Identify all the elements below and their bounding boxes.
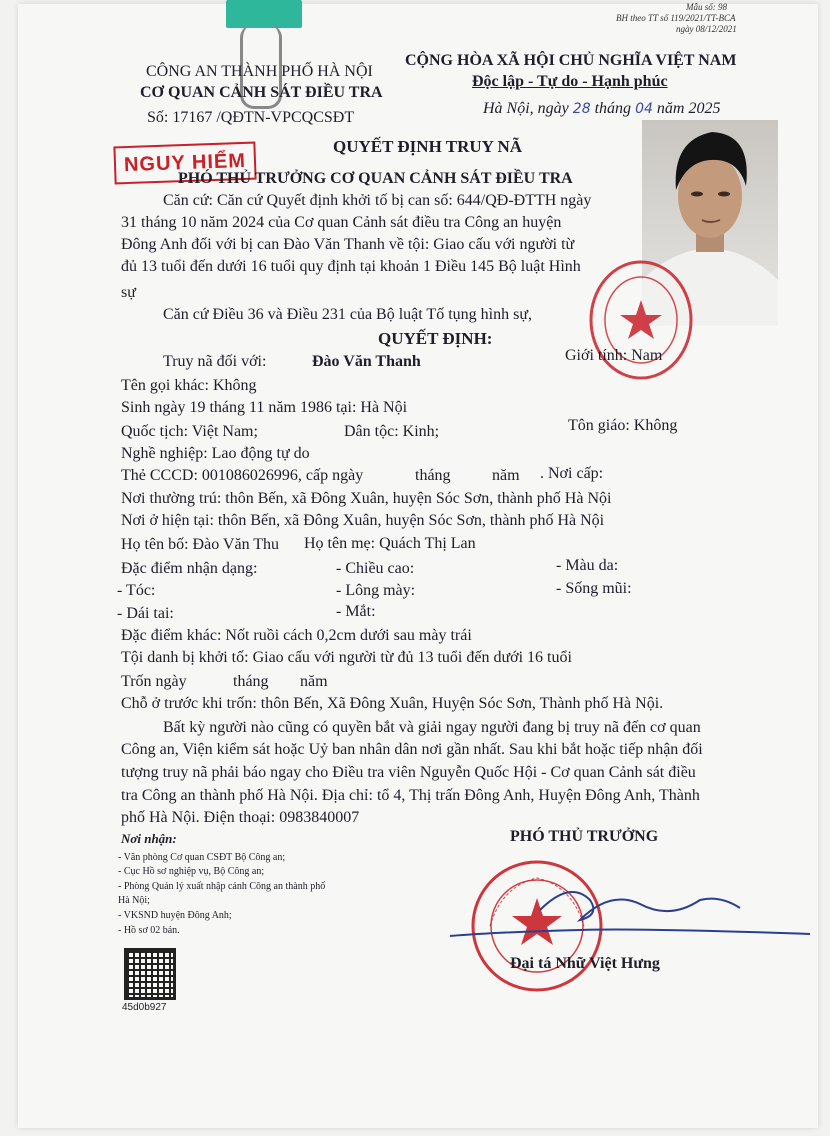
form-legal-basis: BH theo TT số 119/2021/TT-BCA [616, 13, 736, 23]
id-card-month: tháng [415, 467, 451, 484]
basis-line-6: Căn cứ Điều 36 và Điều 231 của Bộ luật Tố tụng hình sự, [163, 306, 532, 323]
father-name: Họ tên bố: Đào Văn Thu [121, 536, 280, 553]
agency-line1: CÔNG AN THÀNH PHỐ HÀ NỘI [146, 63, 373, 80]
basis-line-2: 31 tháng 10 năm 2024 của Cơ quan Cảnh sát điều tra Công an huyện [121, 214, 562, 231]
agency-line2: CƠ QUAN CẢNH SÁT ĐIỀU TRA [140, 84, 383, 101]
charge: Tội danh bị khởi tố: Giao cấu với người từ đủ 13 tuổi đến dưới 16 tuổi [121, 649, 572, 666]
national-motto: Độc lập - Tự do - Hạnh phúc [472, 73, 668, 90]
prior-residence: Chỗ ở trước khi trốn: thôn Bến, Xã Đông Xuân, Huyện Sóc Sơn, Thành phố Hà Nội. [121, 695, 664, 712]
nose: - Sống mũi: [556, 580, 632, 597]
signer-name: Đại tá Nhữ Việt Hưng [510, 955, 660, 972]
basis-line-5: sự [121, 284, 136, 301]
nationality: Quốc tịch: Việt Nam; [121, 423, 258, 440]
issuing-authority: PHÓ THỦ TRƯỞNG CƠ QUAN CẢNH SÁT ĐIỀU TRA [178, 170, 573, 187]
skin-color: - Màu da: [556, 557, 619, 574]
signature [440, 870, 820, 950]
occupation: Nghề nghiệp: Lao động tự do [121, 445, 310, 462]
qr-code [124, 948, 176, 1000]
escape-month: tháng [233, 673, 269, 690]
id-card-issuer: . Nơi cấp: [540, 465, 604, 482]
instruction-line-3: tượng truy nã phải báo ngay cho Điều tra viên Nguyễn Quốc Hội - Cơ quan Cảnh sát điều [121, 764, 696, 781]
permanent-address: Nơi thường trú: thôn Bến, xã Đông Xuân, huyện Sóc Sơn, thành phố Hà Nội [121, 490, 612, 507]
id-card: Thẻ CCCD: 001086026996, cấp ngày [121, 467, 364, 484]
escape-year: năm [300, 673, 328, 690]
wanted-label: Truy nã đối với: [163, 353, 267, 370]
issue-year: năm 2025 [656, 100, 721, 117]
basis-line-3: Đông Anh đối với bị can Đào Văn Thanh về tội: Giao cấu với người từ [121, 236, 575, 253]
basis-line-1: Căn cứ: Căn cứ Quyết định khởi tố bị can số: 644/QĐ-ĐTTH ngày [163, 192, 592, 209]
qr-code-id: 45d0b927 [122, 1002, 167, 1013]
escape-date: Trốn ngày [121, 673, 187, 690]
ethnicity: Dân tộc: Kinh; [344, 423, 440, 440]
signer-title: PHÓ THỦ TRƯỞNG [510, 828, 659, 845]
earlobes: - Dái tai: [117, 605, 174, 622]
features-heading: Đặc điểm nhận dạng: [121, 560, 258, 577]
form-number: Mẫu số: 98 [686, 2, 727, 12]
height: - Chiều cao: [336, 560, 415, 577]
recipient-item: Hà Nội; [118, 895, 150, 906]
form-date: ngày 08/12/2021 [676, 24, 737, 34]
recipients-heading: Nơi nhận: [121, 831, 177, 846]
eyebrows: - Lông mày: [336, 582, 416, 599]
issue-month-label: tháng [594, 100, 632, 117]
issue-month: 04 [635, 101, 653, 117]
current-address: Nơi ở hiện tại: thôn Bến, xã Đông Xuân, huyện Sóc Sơn, thành phố Hà Nội [121, 512, 605, 529]
other-features: Đặc điểm khác: Nốt ruồi cách 0,2cm dưới sau mày trái [121, 627, 472, 644]
document-title: QUYẾT ĐỊNH TRUY NÃ [333, 137, 523, 156]
alias: Tên gọi khác: Không [121, 377, 257, 394]
issue-day: 28 [572, 101, 591, 117]
instruction-line-5: phố Hà Nội. Điện thoại: 0983840007 [121, 809, 360, 826]
national-title: CỘNG HÒA XÃ HỘI CHỦ NGHĨA VIỆT NAM [405, 52, 737, 69]
birth-info: Sinh ngày 19 tháng 11 năm 1986 tại: Hà Nội [121, 399, 408, 416]
danger-stamp: NGUY HIỂM [113, 142, 256, 185]
eyes: - Mắt: [336, 603, 376, 620]
instruction-line-1: Bất kỳ người nào cũng có quyền bắt và giải ngay người đang bị truy nã đến cơ quan [163, 719, 701, 736]
wanted-name: Đào Văn Thanh [312, 353, 421, 370]
religion: Tôn giáo: Không [568, 417, 678, 434]
recipient-item: - Phòng Quản lý xuất nhập cảnh Công an thành phố [118, 881, 326, 892]
basis-line-4: đủ 13 tuổi đến dưới 16 tuổi quy định tại khoản 1 Điều 145 Bộ luật Hình [121, 258, 581, 275]
issue-date-prefix: Hà Nội, ngày [483, 100, 569, 117]
issue-date [483, 100, 720, 118]
document-number: Số: 17167 /QĐTN-VPCQCSĐT [147, 109, 355, 126]
gender: Giới tính: Nam [565, 347, 663, 364]
recipient-item: - Hồ sơ 02 bản. [118, 925, 180, 936]
mother-name: Họ tên mẹ: Quách Thị Lan [304, 535, 476, 552]
decision-heading: QUYẾT ĐỊNH: [378, 329, 493, 348]
id-card-year: năm [492, 467, 520, 484]
recipient-item: - Văn phòng Cơ quan CSĐT Bộ Công an; [118, 852, 286, 863]
hair: - Tóc: [117, 582, 156, 599]
recipient-item: - VKSND huyện Đông Anh; [118, 910, 232, 921]
instruction-line-2: Công an, Viện kiểm sát hoặc Uỷ ban nhân dân nơi gần nhất. Sau khi bắt hoặc tiếp nhận đối [121, 741, 703, 758]
recipient-item: - Cục Hồ sơ nghiệp vụ, Bộ Công an; [118, 866, 265, 877]
instruction-line-4: tra Công an thành phố Hà Nội. Địa chỉ: tổ 4, Thị trấn Đông Anh, Huyện Đông Anh, Thành [121, 787, 700, 804]
